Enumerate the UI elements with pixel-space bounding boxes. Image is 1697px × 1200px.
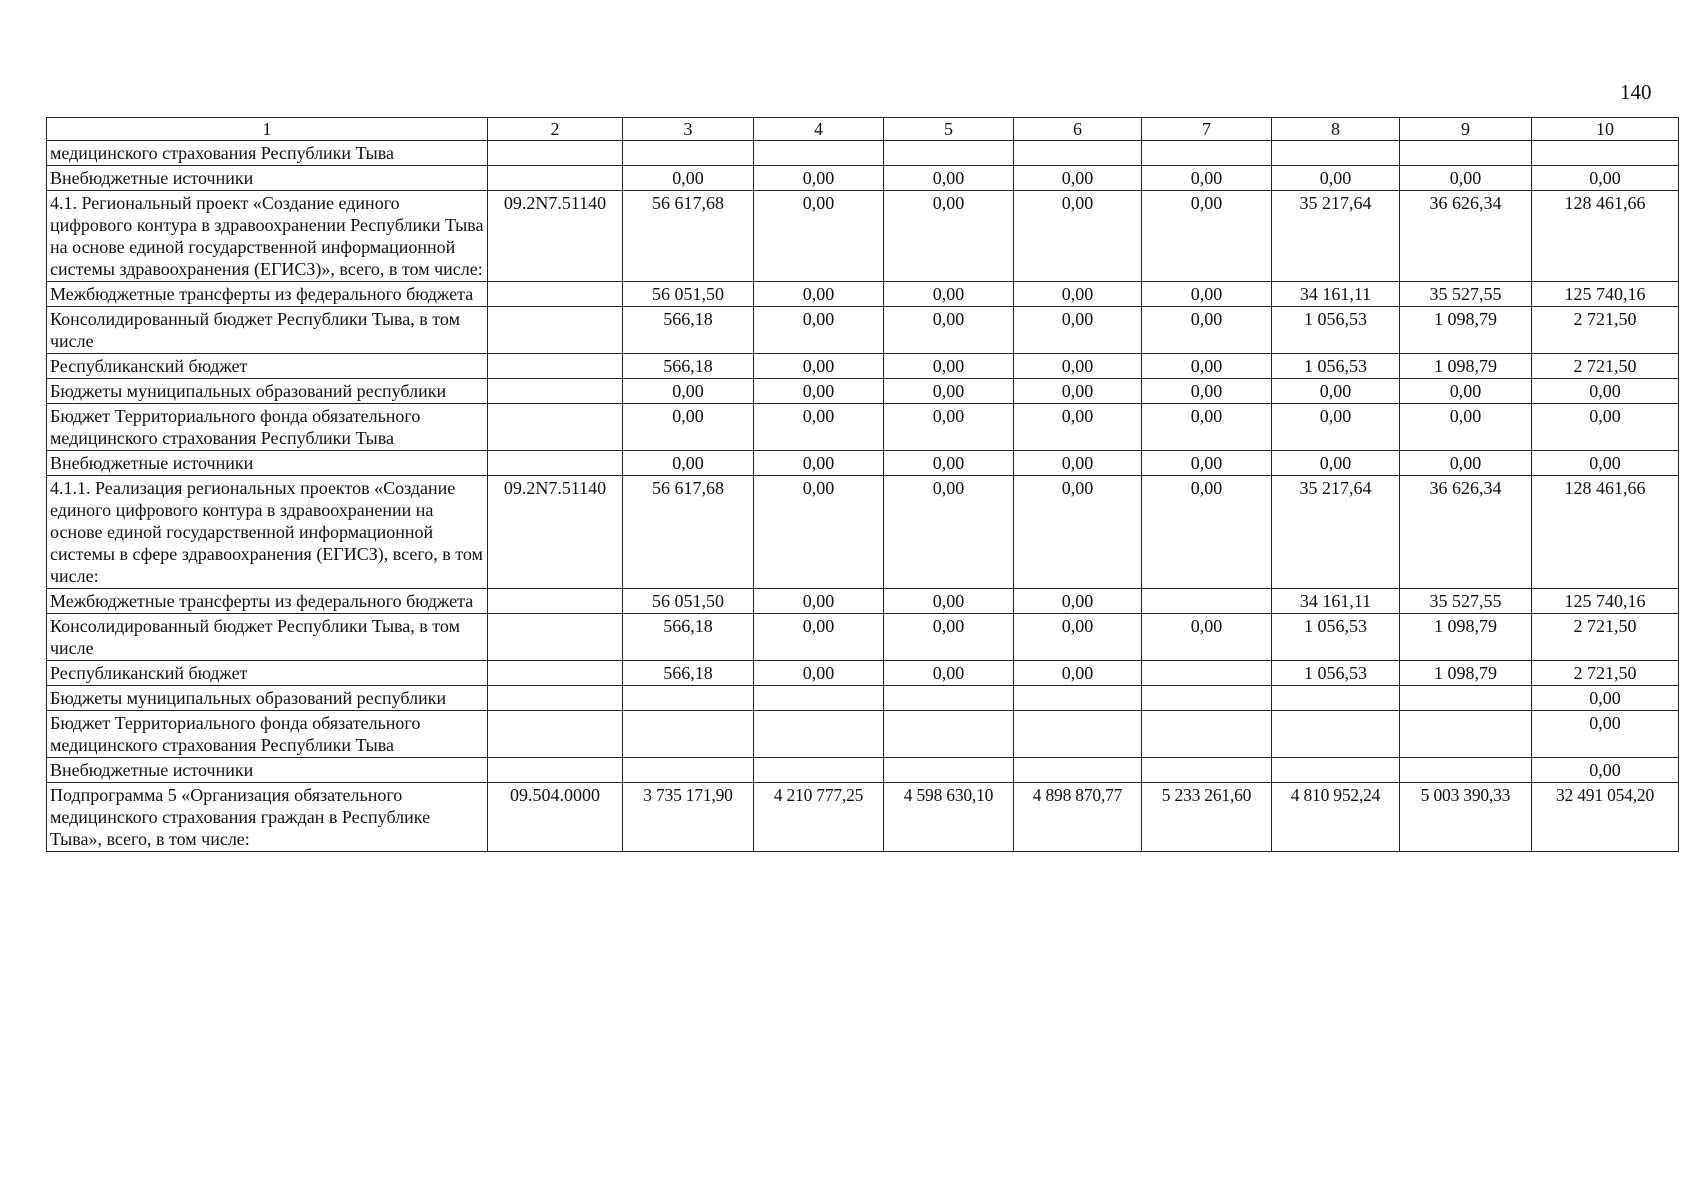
row-value: [754, 711, 884, 758]
row-code: [488, 379, 623, 404]
row-name: Подпрограмма 5 «Организация обязательного медицинского страхования граждан в Республике Тыва», всего, в том числе:: [47, 783, 488, 852]
row-value: 0,00: [1272, 404, 1400, 451]
row-value: 0,00: [623, 404, 754, 451]
column-header: 7: [1142, 118, 1272, 141]
row-value: 0,00: [1142, 379, 1272, 404]
row-value: 56 617,68: [623, 476, 754, 589]
row-value: 0,00: [1532, 379, 1679, 404]
row-value: 0,00: [1400, 451, 1532, 476]
row-value: 0,00: [754, 166, 884, 191]
row-value: 0,00: [884, 404, 1014, 451]
row-name: Консолидированный бюджет Республики Тыва, в том числе: [47, 307, 488, 354]
row-value: [623, 711, 754, 758]
row-value: 1 056,53: [1272, 354, 1400, 379]
row-value: 0,00: [1014, 451, 1142, 476]
row-value: 56 617,68: [623, 191, 754, 282]
table-row: [47, 166, 1679, 191]
row-value: 0,00: [754, 614, 884, 661]
row-value: 4 898 870,77: [1014, 783, 1142, 852]
row-value: 0,00: [1142, 191, 1272, 282]
table-row: [47, 307, 1679, 354]
row-value: 34 161,11: [1272, 589, 1400, 614]
row-value: 34 161,11: [1272, 282, 1400, 307]
row-value: 0,00: [884, 451, 1014, 476]
column-header: 1: [47, 118, 488, 141]
row-code: [488, 711, 623, 758]
row-value: 0,00: [1014, 354, 1142, 379]
row-value: [1014, 758, 1142, 783]
row-value: [1014, 711, 1142, 758]
row-value: 0,00: [1014, 379, 1142, 404]
row-name: Межбюджетные трансферты из федерального бюджета: [47, 589, 488, 614]
row-value: 1 098,79: [1400, 661, 1532, 686]
row-value: 0,00: [1014, 661, 1142, 686]
row-value: 0,00: [1142, 166, 1272, 191]
row-name: Бюджеты муниципальных образований республики: [47, 379, 488, 404]
row-code: [488, 141, 623, 166]
row-value: 0,00: [1142, 404, 1272, 451]
table-row: [47, 354, 1679, 379]
row-value: 0,00: [1142, 282, 1272, 307]
row-value: [884, 141, 1014, 166]
row-value: [1142, 711, 1272, 758]
row-value: [884, 686, 1014, 711]
row-value: 0,00: [1014, 404, 1142, 451]
row-value: 0,00: [1014, 166, 1142, 191]
row-value: 0,00: [1400, 379, 1532, 404]
row-value: 5 003 390,33: [1400, 783, 1532, 852]
row-value: [1272, 686, 1400, 711]
column-header: 2: [488, 118, 623, 141]
row-value: 4 598 630,10: [884, 783, 1014, 852]
row-value: 0,00: [1532, 711, 1679, 758]
row-value: 0,00: [884, 307, 1014, 354]
row-name: Республиканский бюджет: [47, 661, 488, 686]
row-value: 0,00: [754, 404, 884, 451]
row-value: 36 626,34: [1400, 476, 1532, 589]
row-value: 0,00: [754, 589, 884, 614]
row-value: 566,18: [623, 614, 754, 661]
row-value: 1 056,53: [1272, 307, 1400, 354]
row-value: 0,00: [1142, 307, 1272, 354]
table-row: [47, 451, 1679, 476]
row-name: 4.1. Региональный проект «Создание единого цифрового контура в здравоохранении Республики Тыва на основе единой государственной информационной системы здравоохранения (ЕГИСЗ)», всего, в том числе:: [47, 191, 488, 282]
row-code: [488, 686, 623, 711]
row-value: [1400, 711, 1532, 758]
row-value: 0,00: [754, 451, 884, 476]
table-row: [47, 404, 1679, 451]
row-name: Консолидированный бюджет Республики Тыва, в том числе: [47, 614, 488, 661]
row-name: Внебюджетные источники: [47, 166, 488, 191]
row-code: [488, 661, 623, 686]
row-value: 1 098,79: [1400, 354, 1532, 379]
row-code: [488, 282, 623, 307]
row-value: 0,00: [1014, 476, 1142, 589]
budget-table: [46, 117, 1679, 852]
row-code: [488, 307, 623, 354]
page-number: 140: [1620, 80, 1652, 104]
row-value: 2 721,50: [1532, 354, 1679, 379]
row-name: Внебюджетные источники: [47, 451, 488, 476]
row-value: 0,00: [1272, 379, 1400, 404]
row-value: 0,00: [1014, 282, 1142, 307]
row-value: 0,00: [754, 354, 884, 379]
row-value: 3 735 171,90: [623, 783, 754, 852]
row-name: Бюджет Территориального фонда обязательного медицинского страхования Республики Тыва: [47, 711, 488, 758]
row-value: 0,00: [754, 476, 884, 589]
row-value: 4 810 952,24: [1272, 783, 1400, 852]
row-value: [1400, 686, 1532, 711]
row-value: [1014, 141, 1142, 166]
row-name: Бюджеты муниципальных образований республики: [47, 686, 488, 711]
row-value: 4 210 777,25: [754, 783, 884, 852]
row-value: 0,00: [754, 191, 884, 282]
row-value: [1532, 141, 1679, 166]
row-value: [1142, 141, 1272, 166]
table-row: [47, 711, 1679, 758]
row-value: 0,00: [1014, 589, 1142, 614]
table-row: [47, 614, 1679, 661]
row-value: 0,00: [1142, 451, 1272, 476]
row-value: [1142, 661, 1272, 686]
row-value: 0,00: [1532, 404, 1679, 451]
row-value: 0,00: [1272, 166, 1400, 191]
row-value: 2 721,50: [1532, 661, 1679, 686]
row-value: 0,00: [623, 166, 754, 191]
column-header: 9: [1400, 118, 1532, 141]
row-value: [1014, 686, 1142, 711]
row-name: Межбюджетные трансферты из федерального бюджета: [47, 282, 488, 307]
row-value: 125 740,16: [1532, 589, 1679, 614]
row-value: 35 527,55: [1400, 282, 1532, 307]
row-code: [488, 404, 623, 451]
row-name: Республиканский бюджет: [47, 354, 488, 379]
row-value: 128 461,66: [1532, 476, 1679, 589]
row-value: [1272, 758, 1400, 783]
row-value: 0,00: [884, 166, 1014, 191]
row-value: 0,00: [884, 661, 1014, 686]
row-value: 56 051,50: [623, 282, 754, 307]
row-code: [488, 451, 623, 476]
row-value: 0,00: [1014, 191, 1142, 282]
row-value: [1142, 589, 1272, 614]
row-value: 0,00: [1400, 404, 1532, 451]
table-row: [47, 282, 1679, 307]
row-value: 1 098,79: [1400, 307, 1532, 354]
row-code: [488, 758, 623, 783]
row-value: [1400, 758, 1532, 783]
row-code: [488, 166, 623, 191]
row-code: 09.504.0000: [488, 783, 623, 852]
row-value: 56 051,50: [623, 589, 754, 614]
row-value: [754, 686, 884, 711]
row-value: 2 721,50: [1532, 614, 1679, 661]
table-row: [47, 686, 1679, 711]
row-value: [754, 141, 884, 166]
row-value: 0,00: [1532, 758, 1679, 783]
row-value: 0,00: [623, 379, 754, 404]
row-value: 0,00: [754, 282, 884, 307]
row-value: 0,00: [884, 354, 1014, 379]
row-value: 566,18: [623, 661, 754, 686]
table-row: [47, 758, 1679, 783]
table-row: [47, 476, 1679, 589]
row-value: [1400, 141, 1532, 166]
row-value: 0,00: [884, 589, 1014, 614]
row-value: 0,00: [1142, 614, 1272, 661]
row-value: 35 217,64: [1272, 191, 1400, 282]
row-name: Внебюджетные источники: [47, 758, 488, 783]
row-value: 0,00: [1272, 451, 1400, 476]
row-value: 0,00: [1142, 354, 1272, 379]
row-value: 0,00: [1400, 166, 1532, 191]
row-value: 0,00: [1532, 686, 1679, 711]
column-header: 6: [1014, 118, 1142, 141]
row-value: 0,00: [884, 282, 1014, 307]
row-code: [488, 589, 623, 614]
row-value: [1272, 141, 1400, 166]
row-value: 1 056,53: [1272, 614, 1400, 661]
row-value: [754, 758, 884, 783]
row-value: 0,00: [1014, 614, 1142, 661]
row-value: 128 461,66: [1532, 191, 1679, 282]
row-name: медицинского страхования Республики Тыва: [47, 141, 488, 166]
row-value: 0,00: [1532, 166, 1679, 191]
row-value: 125 740,16: [1532, 282, 1679, 307]
row-value: 566,18: [623, 307, 754, 354]
row-value: [884, 711, 1014, 758]
row-code: 09.2N7.51140: [488, 191, 623, 282]
row-name: Бюджет Территориального фонда обязательного медицинского страхования Республики Тыва: [47, 404, 488, 451]
row-value: [623, 686, 754, 711]
row-value: 0,00: [754, 661, 884, 686]
row-value: 36 626,34: [1400, 191, 1532, 282]
row-value: 566,18: [623, 354, 754, 379]
row-value: 0,00: [1142, 476, 1272, 589]
column-header: 10: [1532, 118, 1679, 141]
row-value: 0,00: [884, 476, 1014, 589]
row-value: 2 721,50: [1532, 307, 1679, 354]
row-value: [884, 758, 1014, 783]
row-value: 1 098,79: [1400, 614, 1532, 661]
table-row: [47, 589, 1679, 614]
column-header: 4: [754, 118, 884, 141]
row-value: [1272, 711, 1400, 758]
column-header: 3: [623, 118, 754, 141]
row-value: [1142, 758, 1272, 783]
row-value: 0,00: [884, 191, 1014, 282]
table-row: [47, 783, 1679, 852]
row-code: [488, 354, 623, 379]
row-value: 0,00: [1014, 307, 1142, 354]
row-value: 5 233 261,60: [1142, 783, 1272, 852]
row-value: 35 527,55: [1400, 589, 1532, 614]
row-value: 32 491 054,20: [1532, 783, 1679, 852]
row-name: 4.1.1. Реализация региональных проектов «Создание единого цифрового контура в здравоохранении на основе единой государственной информационной системы в сфере здравоохранения (ЕГИСЗ), всего, в том числе:: [47, 476, 488, 589]
column-header: 5: [884, 118, 1014, 141]
row-code: 09.2N7.51140: [488, 476, 623, 589]
row-value: 0,00: [884, 614, 1014, 661]
row-value: 0,00: [754, 307, 884, 354]
row-code: [488, 614, 623, 661]
table-row: [47, 661, 1679, 686]
header-row: [47, 118, 1679, 141]
row-value: [623, 758, 754, 783]
column-header: 8: [1272, 118, 1400, 141]
table-row: [47, 141, 1679, 166]
row-value: 0,00: [623, 451, 754, 476]
row-value: 35 217,64: [1272, 476, 1400, 589]
row-value: [1142, 686, 1272, 711]
row-value: 0,00: [1532, 451, 1679, 476]
table-row: [47, 379, 1679, 404]
row-value: 0,00: [884, 379, 1014, 404]
row-value: 1 056,53: [1272, 661, 1400, 686]
row-value: 0,00: [754, 379, 884, 404]
table-row: [47, 191, 1679, 282]
row-value: [623, 141, 754, 166]
